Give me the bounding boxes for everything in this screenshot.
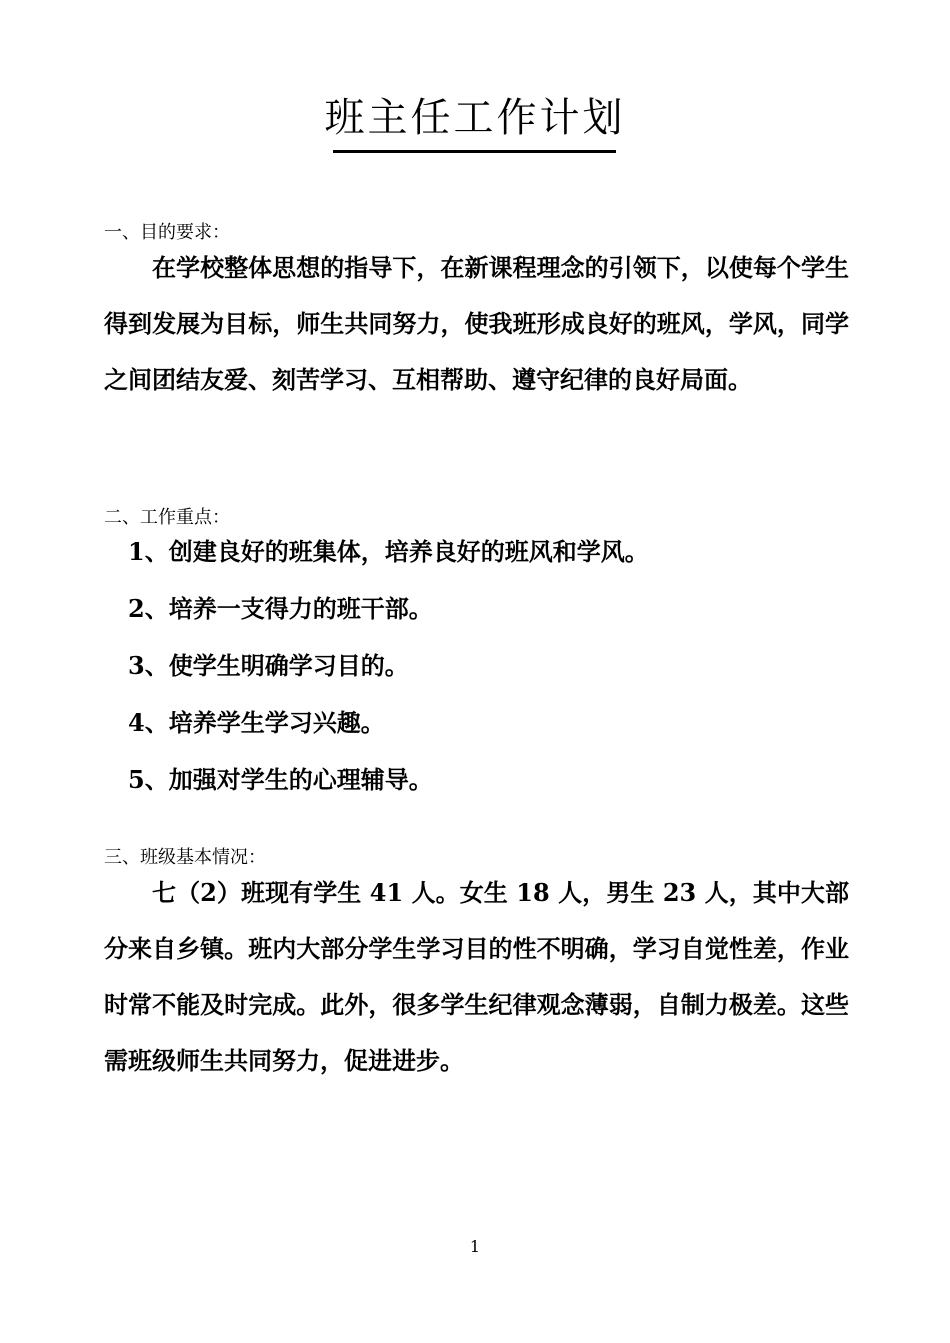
section-heading-goals: 一、目的要求： (104, 222, 230, 243)
focus-list (128, 537, 649, 822)
page-number: 1 (469, 1237, 481, 1256)
section-heading-focus: 二、工作重点： (104, 507, 230, 528)
list-item: 5、加强对学生的心理辅导。 (128, 765, 433, 794)
section-paragraph-class-info: 七（2）班现有学生 41 人。女生 18 人，男生 23 人，其中大部分来自乡镇。班内大部分学生学习目的性不明确，学习自觉性差，作业时常不能及时完成。此外，很多学生纪律观念薄弱，自制力极差。这些需班级师生共同努力，促进进步。 (104, 878, 849, 1075)
document-title: 班主任工作计划 (324, 95, 626, 141)
list-item: 3、使学生明确学习目的。 (128, 651, 409, 680)
section-heading-class-info: 三、班级基本情况： (104, 847, 266, 868)
list-item: 2、培养一支得力的班干部。 (128, 594, 433, 623)
list-item: 4、培养学生学习兴趣。 (128, 708, 385, 737)
section-paragraph-goals: 在学校整体思想的指导下，在新课程理念的引领下，以使每个学生得到发展为目标，师生共同努力，使我班形成良好的班风，学风，同学之间团结友爱、刻苦学习、互相帮助、遵守纪律的良好局面。 (104, 253, 849, 394)
list-item: 1、创建良好的班集体，培养良好的班风和学风。 (128, 537, 649, 566)
title-underline (333, 150, 616, 153)
